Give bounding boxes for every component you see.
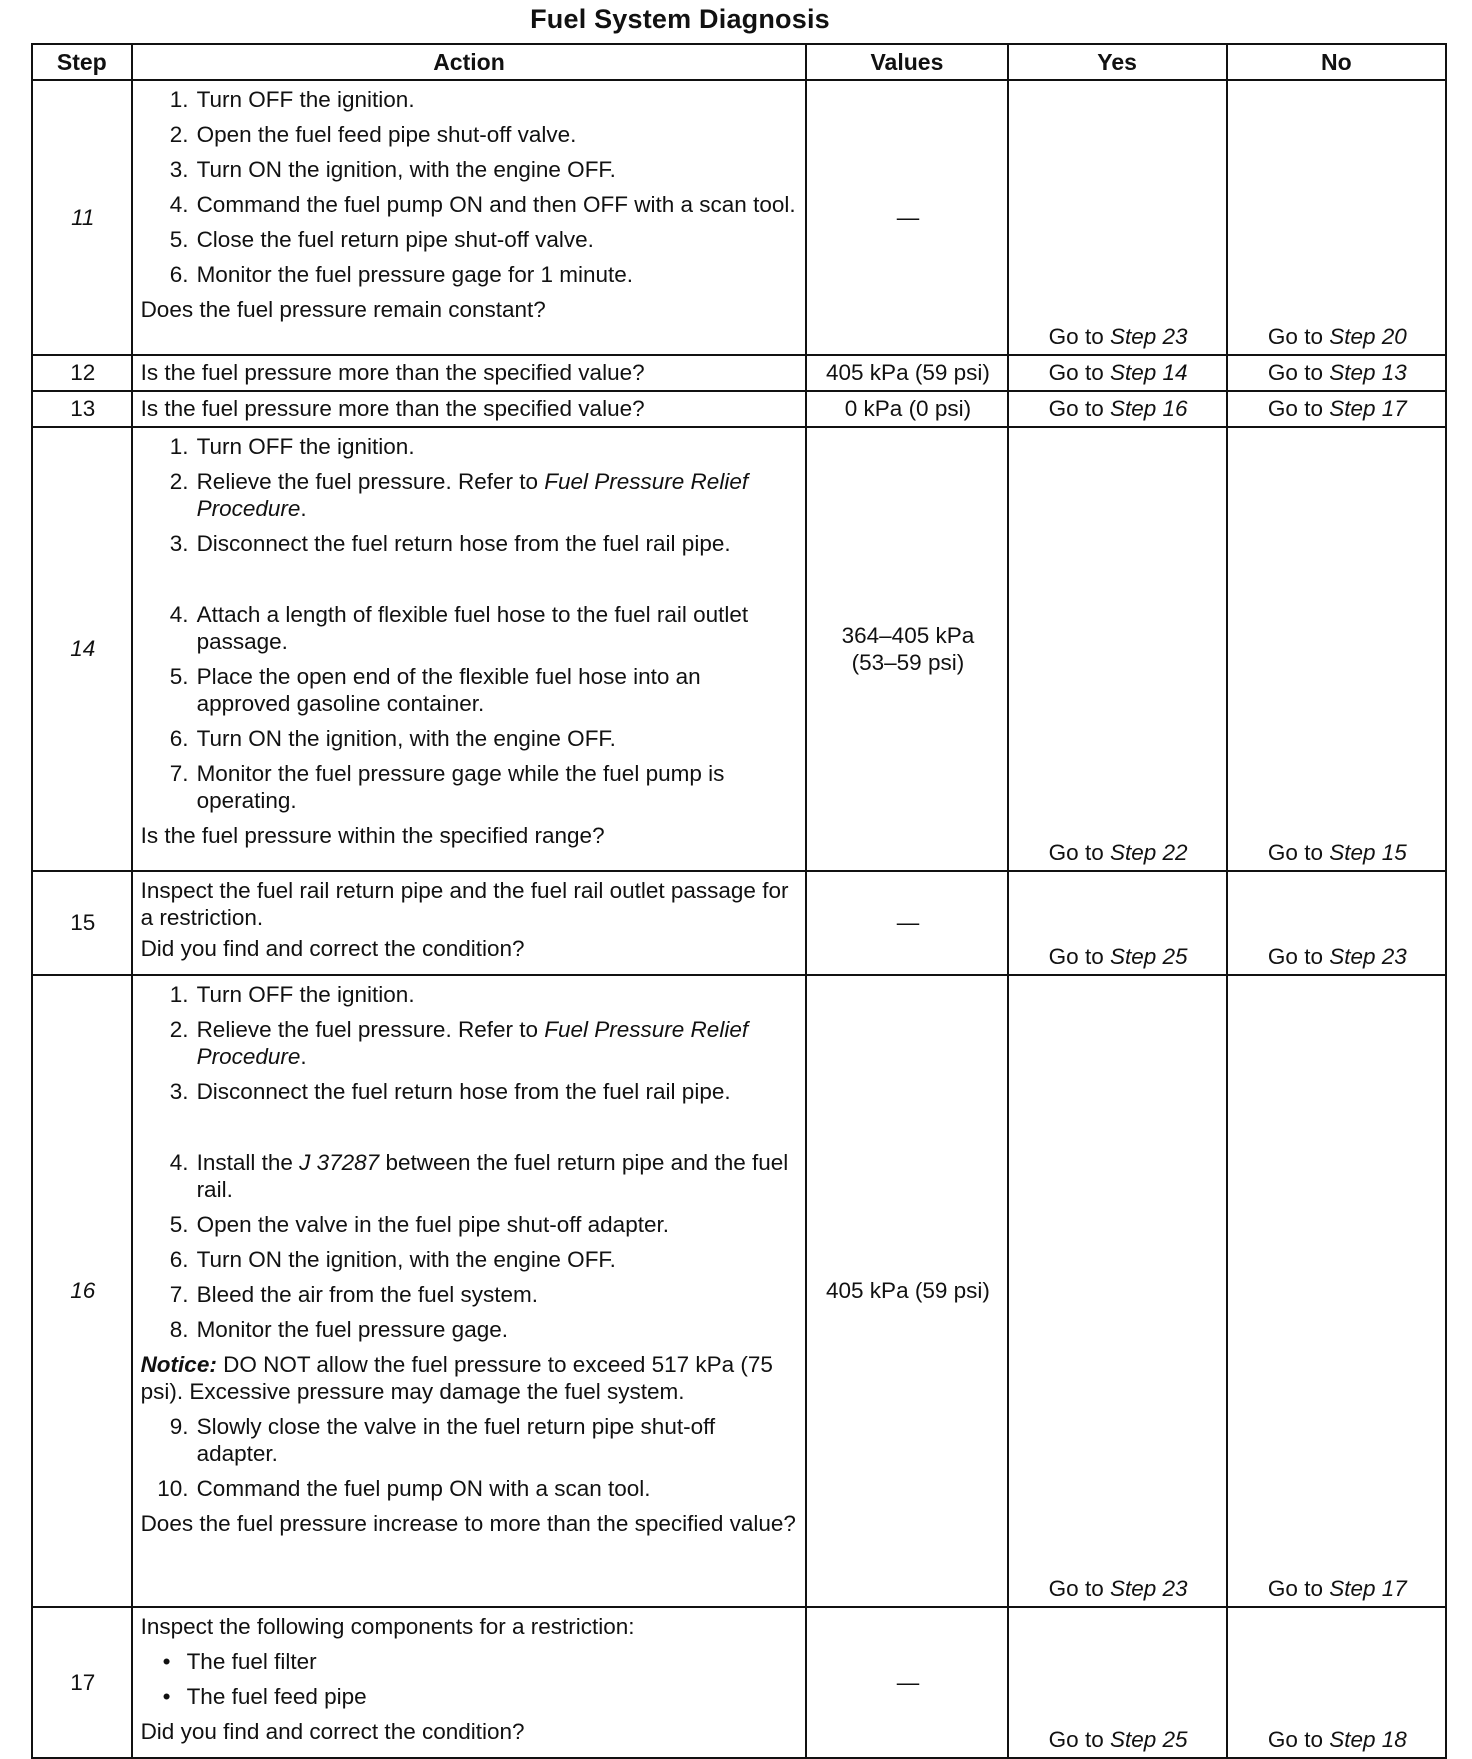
table-row-step-14	[32, 427, 1446, 871]
procedure-reference: Fuel Pressure Relief Procedure	[196, 1017, 749, 1069]
action-cell	[132, 871, 807, 975]
list-item: 9. Slowly close the valve in the fuel return pipe shut-off adapter.	[169, 1414, 716, 1466]
yes-cell: Go to Step 14	[1008, 355, 1227, 391]
value-cell: —	[806, 871, 1007, 975]
instruction-text: Inspect the fuel rail return pipe and the fuel rail outlet passage for a restriction.	[140, 878, 789, 930]
value-cell: 405 kPa (59 psi)	[806, 975, 1007, 1607]
value-cell: 0 kPa (0 psi)	[806, 391, 1007, 427]
table-header-row	[32, 44, 1446, 80]
list-item: 1. Turn OFF the ignition.	[169, 87, 415, 112]
list-item: 3. Disconnect the fuel return hose from the fuel rail pipe.	[169, 1079, 731, 1104]
step-number: 15	[32, 871, 132, 975]
value-cell: 405 kPa (59 psi)	[806, 355, 1007, 391]
question-text: Is the fuel pressure more than the specified value?	[132, 355, 807, 391]
procedure-reference: Fuel Pressure Relief Procedure	[196, 469, 749, 521]
value-cell: 364–405 kPa (53–59 psi)	[806, 427, 1007, 871]
no-cell: Go to Step 23	[1227, 871, 1446, 975]
question-text: Did you find and correct the condition?	[140, 1719, 525, 1744]
list-item: 6. Turn ON the ignition, with the engine OFF.	[169, 726, 616, 751]
no-cell: Go to Step 15	[1227, 427, 1446, 871]
tool-reference: J 37287	[299, 1150, 380, 1175]
yes-cell: Go to Step 16	[1008, 391, 1227, 427]
no-cell: Go to Step 17	[1227, 391, 1446, 427]
list-item: 6. Turn ON the ignition, with the engine OFF.	[169, 1247, 616, 1272]
no-cell: Go to Step 18	[1227, 1607, 1446, 1758]
header-step: Step	[32, 44, 132, 80]
instruction-text: Inspect the following components for a restriction:	[140, 1614, 635, 1639]
table-row-step-15	[32, 871, 1446, 975]
notice-label: Notice:	[140, 1352, 217, 1377]
yes-cell: Go to Step 25	[1008, 1607, 1227, 1758]
list-item: 8. Monitor the fuel pressure gage.	[169, 1317, 508, 1342]
no-cell: Go to Step 13	[1227, 355, 1446, 391]
step-number: 13	[32, 391, 132, 427]
list-item: 6. Monitor the fuel pressure gage for 1 minute.	[169, 262, 634, 287]
no-cell: Go to Step 17	[1227, 975, 1446, 1607]
action-cell	[132, 80, 807, 355]
yes-cell: Go to Step 25	[1008, 871, 1227, 975]
question-text: Does the fuel pressure increase to more than the specified value?	[140, 1511, 796, 1536]
list-item: 3. Turn ON the ignition, with the engine OFF.	[169, 157, 616, 182]
question-text: Did you find and correct the condition?	[140, 936, 525, 961]
yes-cell: Go to Step 23	[1008, 975, 1227, 1607]
list-item: 5. Open the valve in the fuel pipe shut-off adapter.	[169, 1212, 669, 1237]
list-item: • The fuel feed pipe	[162, 1684, 367, 1709]
list-item: • The fuel filter	[162, 1649, 317, 1674]
list-item: 2. Open the fuel feed pipe shut-off valve.	[169, 122, 577, 147]
list-item: 5. Place the open end of the flexible fuel hose into an approved gasoline container.	[169, 664, 701, 716]
step-number: 11	[32, 80, 132, 355]
value-cell: —	[806, 80, 1007, 355]
value-cell: —	[806, 1607, 1007, 1758]
table-row-step-17	[32, 1607, 1446, 1758]
page-title: Fuel System Diagnosis	[530, 4, 830, 34]
yes-cell: Go to Step 23	[1008, 80, 1227, 355]
action-cell	[132, 427, 807, 871]
list-item: 1. Turn OFF the ignition.	[169, 982, 415, 1007]
list-item: 7. Monitor the fuel pressure gage while the fuel pump is operating.	[169, 761, 725, 813]
list-item: 4. Command the fuel pump ON and then OFF with a scan tool.	[169, 192, 796, 217]
table-row-step-12	[32, 355, 1446, 391]
header-action: Action	[132, 44, 807, 80]
list-item: 5. Close the fuel return pipe shut-off valve.	[169, 227, 594, 252]
step-number: 17	[32, 1607, 132, 1758]
list-item: 1. Turn OFF the ignition.	[169, 434, 415, 459]
table-row-step-13	[32, 391, 1446, 427]
list-item: 7. Bleed the air from the fuel system.	[169, 1282, 538, 1307]
step-number: 12	[32, 355, 132, 391]
yes-cell: Go to Step 22	[1008, 427, 1227, 871]
step-number: 16	[32, 975, 132, 1607]
no-cell: Go to Step 20	[1227, 80, 1446, 355]
question-text: Is the fuel pressure more than the specified value?	[132, 391, 807, 427]
action-cell	[132, 975, 807, 1607]
table-row-step-11	[32, 80, 1446, 355]
question-text: Is the fuel pressure within the specified range?	[140, 823, 605, 848]
diagnosis-table	[31, 43, 1447, 1759]
header-no: No	[1227, 44, 1446, 80]
list-item: 4. Attach a length of flexible fuel hose to the fuel rail outlet passage.	[169, 602, 749, 654]
notice-text: Notice: DO NOT allow the fuel pressure to exceed 517 kPa (75 psi). Excessive pressure may damage the fuel system.	[140, 1352, 773, 1404]
list-item: 10. Command the fuel pump ON with a scan tool.	[157, 1476, 651, 1501]
action-cell	[132, 1607, 807, 1758]
list-item: 3. Disconnect the fuel return hose from the fuel rail pipe.	[169, 531, 731, 556]
step-number: 14	[32, 427, 132, 871]
question-text: Does the fuel pressure remain constant?	[140, 297, 546, 322]
list-item: 2. Relieve the fuel pressure. Refer to Fuel Pressure Relief Procedure.	[169, 1017, 749, 1069]
header-values: Values	[806, 44, 1007, 80]
header-yes: Yes	[1008, 44, 1227, 80]
list-item: 4. Install the J 37287 between the fuel return pipe and the fuel rail.	[169, 1150, 789, 1202]
table-row-step-16	[32, 975, 1446, 1607]
list-item: 2. Relieve the fuel pressure. Refer to Fuel Pressure Relief Procedure.	[169, 469, 749, 521]
